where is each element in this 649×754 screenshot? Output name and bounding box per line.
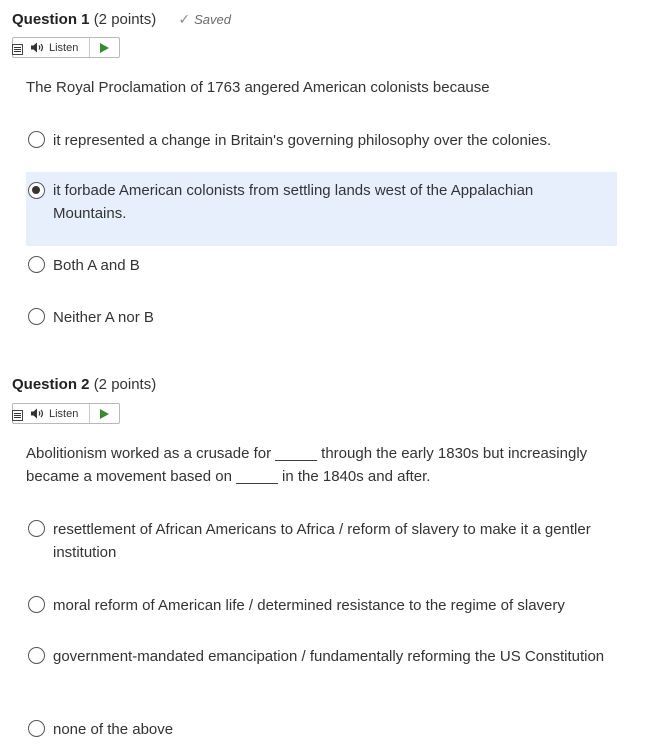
- menu-icon[interactable]: [12, 44, 23, 55]
- speaker-icon: [31, 408, 44, 419]
- radio-button[interactable]: [28, 131, 45, 148]
- listen-toolbar: [12, 37, 120, 58]
- answer-option-3[interactable]: [26, 643, 617, 693]
- answer-option-2[interactable]: [26, 172, 617, 246]
- question-header: [12, 376, 156, 394]
- speaker-icon: [31, 42, 44, 53]
- question-title: Question 2: [12, 376, 90, 393]
- saved-status: [178, 12, 231, 27]
- answer-option-1[interactable]: [26, 127, 617, 154]
- answer-option-3[interactable]: [26, 252, 617, 279]
- option-label: Neither A nor B: [53, 309, 154, 326]
- option-label: it represented a change in Britain's governing philosophy over the colonies.: [53, 132, 552, 149]
- listen-label: Listen: [49, 41, 79, 54]
- play-button[interactable]: [90, 404, 119, 423]
- play-button[interactable]: [90, 38, 119, 57]
- question-title: Question 1: [12, 11, 90, 28]
- play-icon: [100, 43, 109, 53]
- radio-button[interactable]: [28, 520, 45, 537]
- answer-option-2[interactable]: [26, 592, 617, 619]
- question-points: (2 points): [93, 11, 157, 28]
- listen-label: Listen: [49, 407, 79, 420]
- radio-button-selected[interactable]: [28, 182, 45, 199]
- listen-button[interactable]: [13, 404, 90, 423]
- check-icon: ✓: [178, 11, 191, 27]
- option-label: moral reform of American life / determined resistance to the regime of slavery: [53, 597, 565, 614]
- option-label: it forbade American colonists from settling lands west of the Appalachian Mountains.: [53, 182, 534, 222]
- radio-button[interactable]: [28, 647, 45, 664]
- option-label: Both A and B: [53, 257, 140, 274]
- radio-button[interactable]: [28, 596, 45, 613]
- question-prompt: The Royal Proclamation of 1763 angered American colonists because: [26, 79, 490, 96]
- answer-option-4[interactable]: [26, 304, 617, 331]
- answer-option-1[interactable]: [26, 516, 617, 566]
- radio-button[interactable]: [28, 308, 45, 325]
- saved-label: Saved: [194, 12, 231, 27]
- menu-icon[interactable]: [12, 410, 23, 421]
- question-points: (2 points): [93, 376, 157, 393]
- radio-button[interactable]: [28, 720, 45, 737]
- question-prompt: Abolitionism worked as a crusade for _____ through the early 1830s but increasingly became a movement based on _____ in the 1840s and after.: [26, 445, 588, 485]
- option-label: none of the above: [53, 721, 174, 738]
- listen-toolbar: [12, 403, 120, 424]
- option-label: resettlement of African Americans to Africa / reform of slavery to make it a gentler institution: [53, 521, 591, 561]
- option-label: government-mandated emancipation / fundamentally reforming the US Constitution: [53, 648, 605, 665]
- listen-button[interactable]: [13, 38, 90, 57]
- play-icon: [100, 409, 109, 419]
- question-header: [12, 10, 231, 29]
- answer-option-4[interactable]: [26, 716, 617, 743]
- radio-button[interactable]: [28, 256, 45, 273]
